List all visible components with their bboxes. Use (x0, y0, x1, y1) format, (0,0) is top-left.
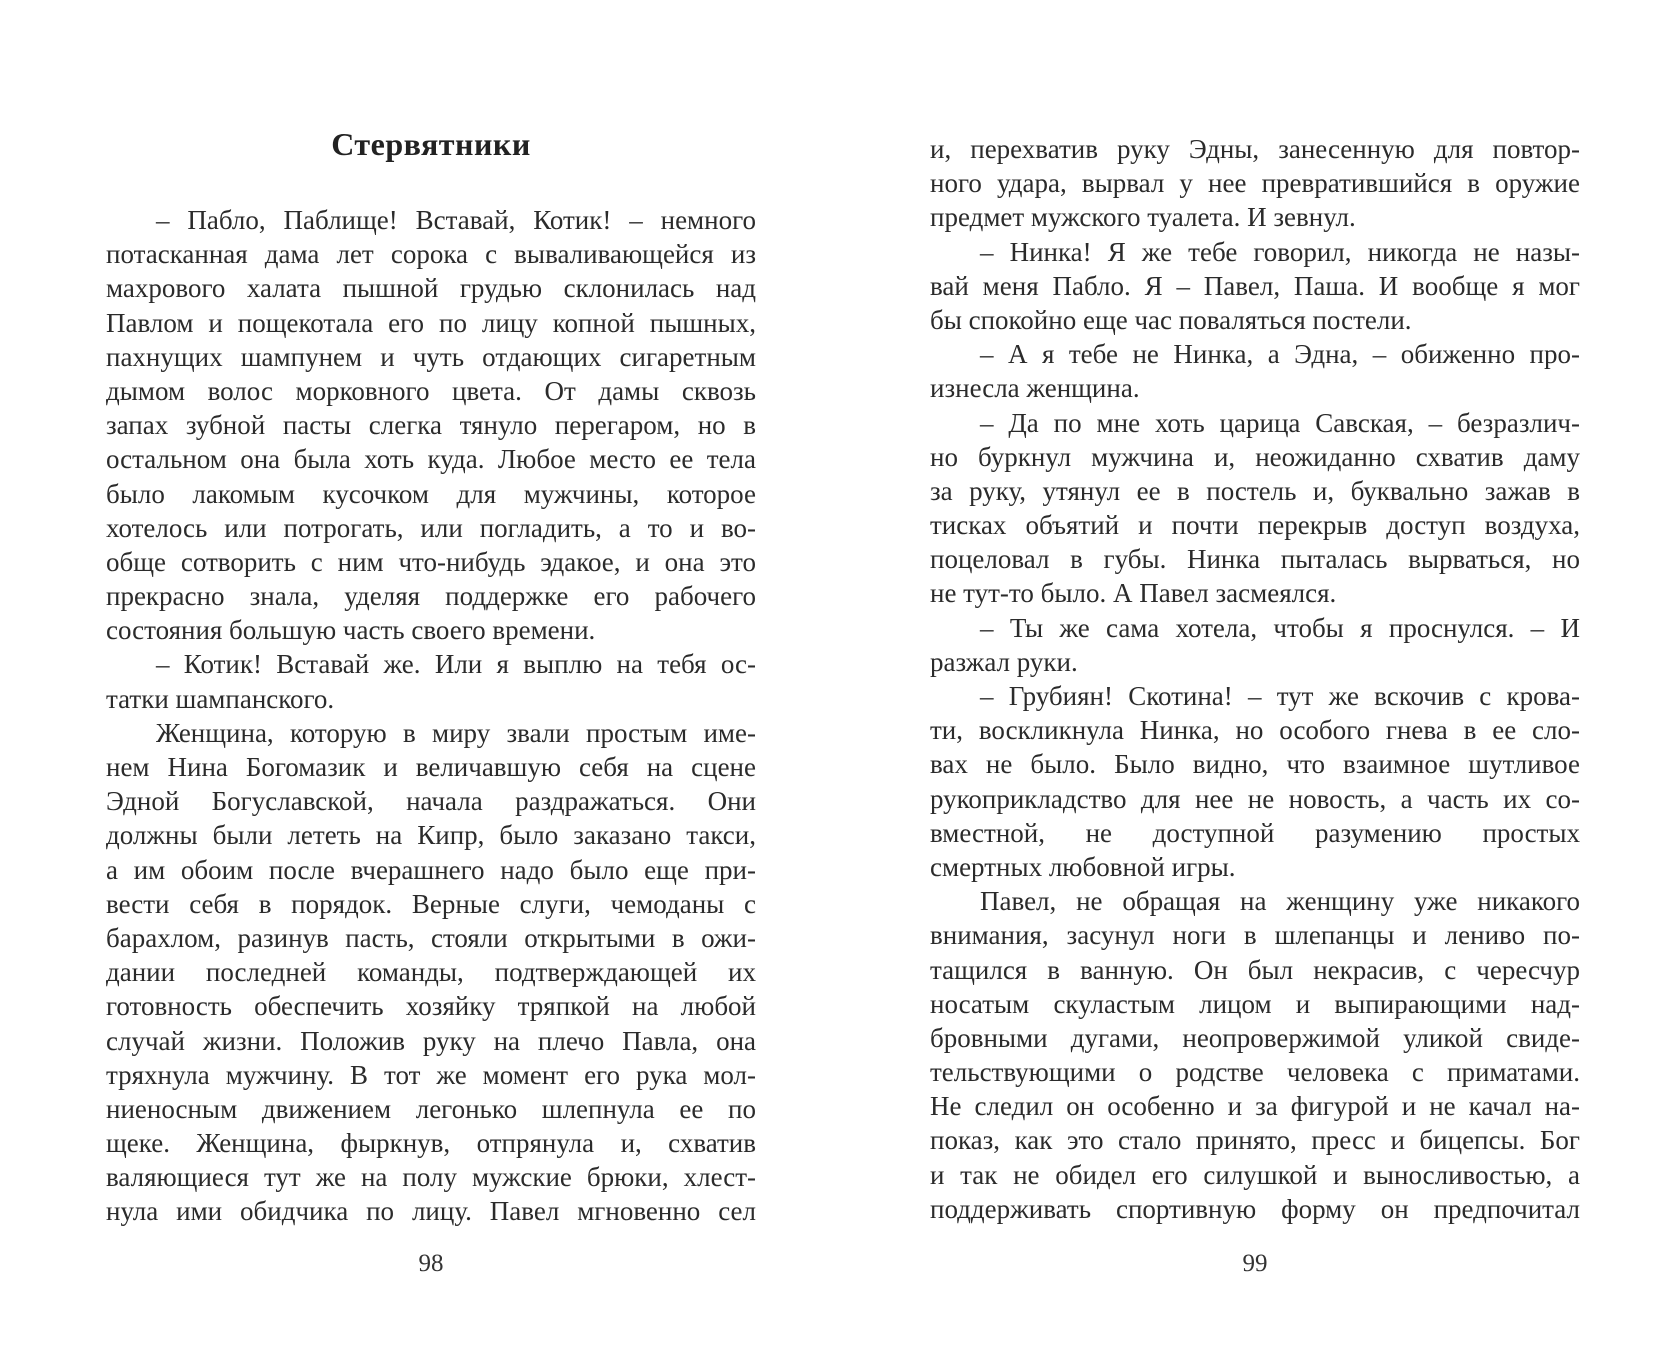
page-number: 98 (418, 1250, 444, 1277)
text-line: внимания, засунул ноги в шлепанцы и лениво по- (930, 920, 1580, 951)
text-line: а им обоим после вчерашнего надо было еще при- (106, 854, 756, 885)
text-line: ного удара, вырвал у нее превратившийся в оружие (930, 168, 1580, 199)
text-line: прекрасно знала, уделяя поддержке его рабочего (106, 581, 756, 612)
text-line: дании последней команды, подтверждающей их (106, 957, 756, 988)
text-line: тисках объятий и почти перекрыв доступ воздуха, (930, 510, 1580, 541)
text-line: поцеловал в губы. Нинка пыталась вырваться, но (930, 544, 1580, 575)
text-line: и, перехватив руку Эдны, занесенную для повтор- (930, 134, 1580, 164)
text-line: – Да по мне хоть царица Савская, – безразлич- (980, 407, 1580, 438)
text-line: Не следил он особенно и за фигурой и не качал на- (930, 1091, 1580, 1122)
text-line: бровными дугами, неопровержимой уликой свиде- (930, 1022, 1580, 1053)
text-line: татки шампанского. (106, 683, 335, 714)
text-line: поддерживать спортивную форму он предпочитал (930, 1193, 1580, 1224)
text-line: дымом волос морковного цвета. От дамы сквозь (106, 375, 756, 406)
text-line: случай жизни. Положив руку на плечо Павла, она (106, 1025, 756, 1056)
text-line: – А я тебе не Нинка, а Эдна, – обиженно про- (980, 339, 1580, 370)
text-line: вай меня Пабло. Я – Павел, Паша. И вообще я мог (930, 270, 1580, 301)
text-line: предмет мужского туалета. И зевнул. (930, 202, 1356, 233)
text-line: – Котик! Вставай же. Или я выплю на тебя ос- (156, 649, 756, 680)
page-number: 99 (1242, 1250, 1268, 1277)
text-line: изнесла женщина. (930, 373, 1140, 404)
text-line: рукоприкладство для нее не новость, а часть их со- (930, 783, 1580, 814)
text-line: – Нинка! Я же тебе говорил, никогда не назы- (980, 236, 1580, 267)
text-line: щеке. Женщина, фыркнув, отпрянула и, схватив (106, 1128, 756, 1159)
text-line: было лакомым кусочком для мужчины, которое (106, 478, 756, 509)
text-line: – Ты же сама хотела, чтобы я проснулся. – И (980, 612, 1580, 643)
text-line: пахнущих шампунем и чуть отдающих сигаретным (106, 341, 756, 372)
text-line: за руку, утянул ее в постель и, буквально зажав в (930, 475, 1580, 506)
text-line: тащился в ванную. Он был некрасив, с чересчур (930, 954, 1580, 985)
text-line: Павлом и пощекотала его по лицу копной пышных, (106, 307, 756, 338)
text-line: обще сотворить с ним что-нибудь эдакое, и она это (106, 546, 756, 577)
text-line: готовность обеспечить хозяйку тряпкой на любой (106, 991, 756, 1022)
text-line: нем Нина Богомазик и величавшую себя на сцене (106, 752, 756, 782)
text-line: ниеносным движением легонько шлепнула ее по (106, 1093, 756, 1124)
text-line: не тут-то было. А Павел засмеялся. (930, 578, 1337, 609)
text-line: бы спокойно еще час поваляться постели. (930, 304, 1412, 335)
text-line: барахлом, разинув пасть, стояли открытыми в ожи- (106, 922, 756, 953)
text-line: вах не было. Было видно, что взаимное шутливое (930, 749, 1580, 780)
text-line: должны были лететь на Кипр, было заказано такси, (106, 820, 756, 851)
text-line: и так не обидел его силушкой и выносливостью, а (930, 1159, 1580, 1190)
text-line: но буркнул мужчина и, неожиданно схватив даму (930, 441, 1580, 472)
chapter-title: Стервятники (331, 126, 531, 162)
text-line: носатым скуластым лицом и выпирающими над- (930, 988, 1580, 1019)
text-line: ти, воскликнула Нинка, но особого гнева в ее сло- (930, 715, 1580, 746)
text-line: вести себя в порядок. Верные слуги, чемоданы с (106, 888, 756, 919)
text-line: нула ими обидчика по лицу. Павел мгновенно сел (106, 1196, 756, 1227)
text-line: показ, как это стало принято, пресс и бицепсы. Бог (930, 1125, 1580, 1156)
text-line: Женщина, которую в миру звали простым име- (156, 717, 756, 748)
text-line: валяющиеся тут же на полу мужские брюки, хлест- (106, 1162, 756, 1193)
text-line: вместной, не доступной разумению простых (930, 817, 1580, 848)
text-line: смертных любовной игры. (930, 851, 1236, 882)
right-page-text (930, 132, 1580, 1226)
text-line: разжал руки. (930, 646, 1078, 677)
text-line: – Грубиян! Скотина! – тут же вскочив с крова- (980, 681, 1580, 711)
text-line: тельствующими о родстве человека с приматами. (930, 1057, 1580, 1088)
text-line: остальном она была хоть куда. Любое место ее тела (106, 444, 756, 475)
right-page (930, 0, 1580, 1362)
text-line: запах зубной пасты слегка тянуло перегаром, но в (106, 410, 756, 441)
text-line: состояния большую часть своего времени. (106, 615, 596, 646)
text-line: потасканная дама лет сорока с вываливающейся из (106, 239, 756, 270)
text-line: махрового халата пышной грудью склонилась над (106, 273, 756, 304)
text-line: хотелось или потрогать, или погладить, а то и во- (106, 512, 756, 543)
left-page (106, 0, 756, 1362)
text-line: тряхнула мужчину. В тот же момент его рука мол- (106, 1059, 756, 1090)
text-line: – Пабло, Паблище! Вставай, Котик! – немного (156, 205, 756, 235)
text-line: Эдной Богуславской, начала раздражаться. Они (106, 786, 756, 817)
left-page-text (106, 203, 756, 1229)
text-line: Павел, не обращая на женщину уже никакого (980, 886, 1580, 917)
